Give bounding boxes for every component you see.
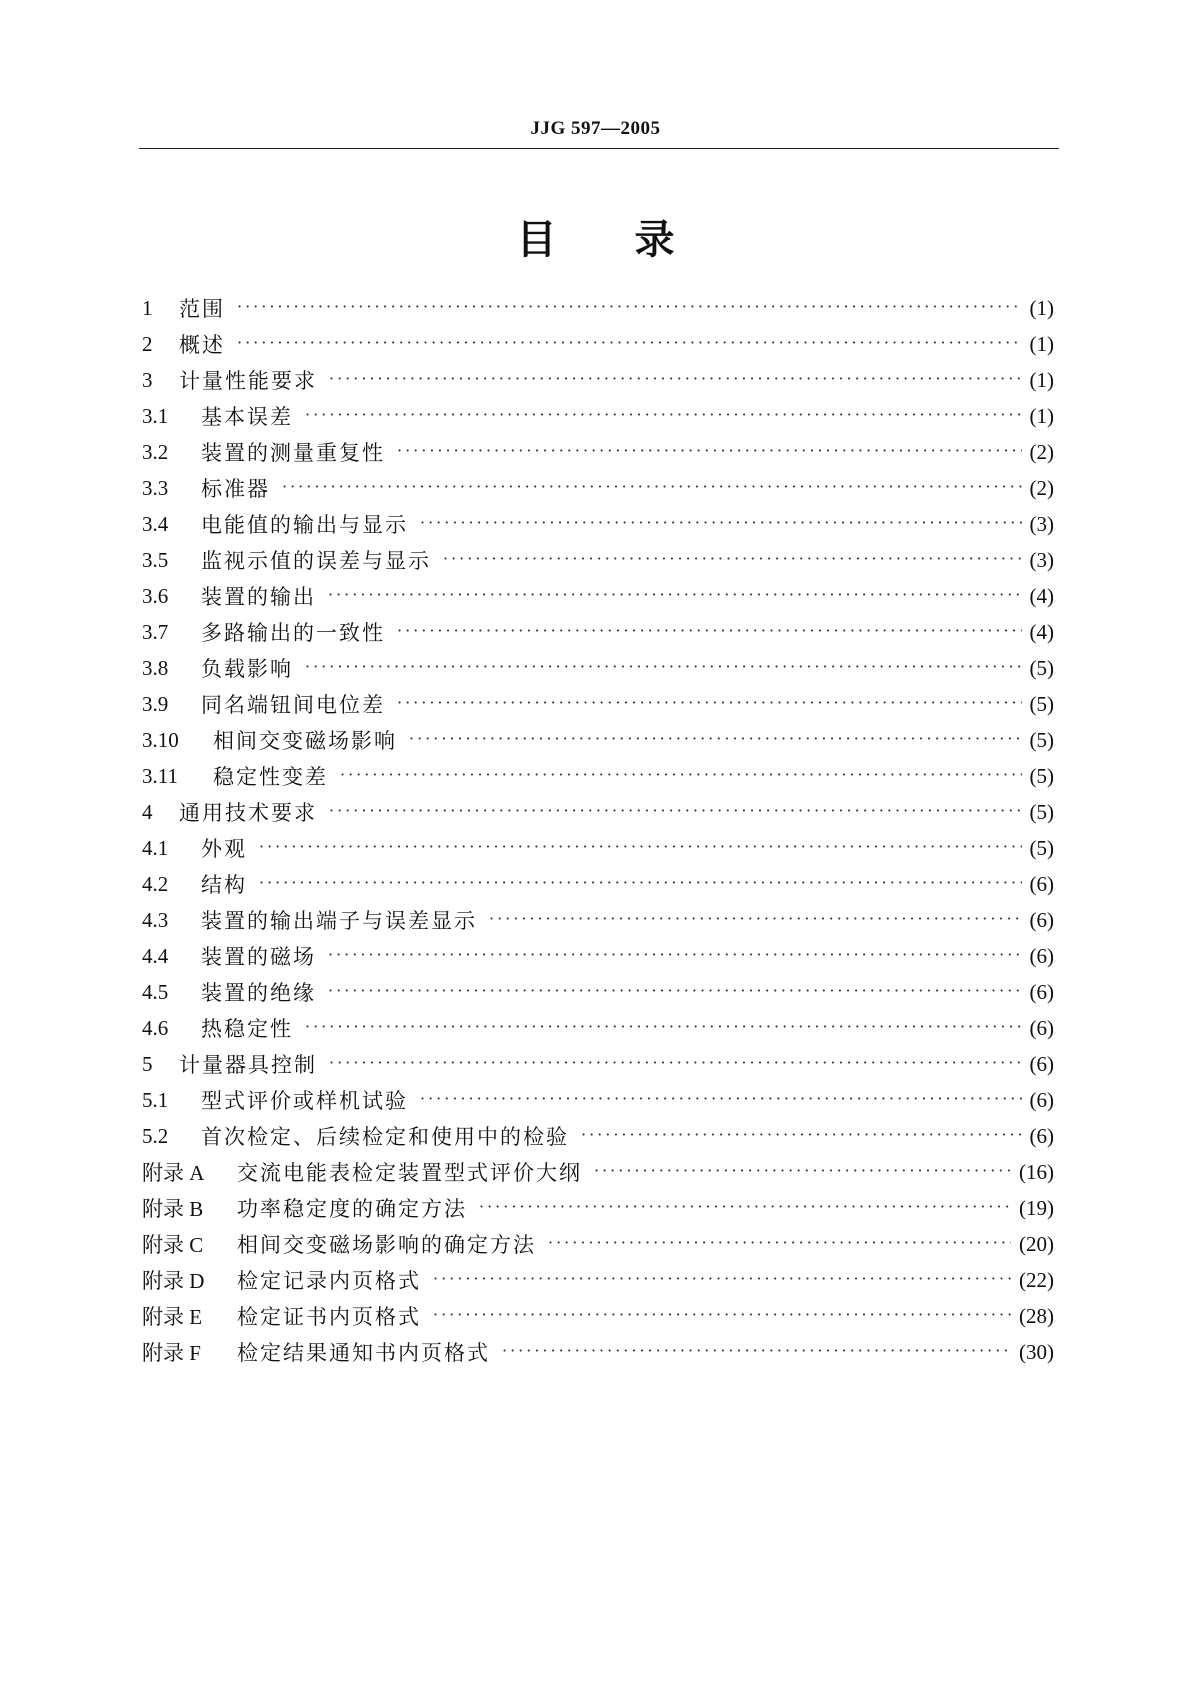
toc-entry[interactable] — [142, 290, 1054, 326]
toc-entry-number: 3.5 — [142, 547, 169, 572]
toc-entry-number: 4.1 — [142, 835, 169, 860]
toc-entry-title: 装置的输出 — [201, 585, 316, 609]
toc-entry-number: 3 — [142, 367, 153, 392]
toc-entry-page: (2) — [1029, 475, 1054, 500]
toc-entry[interactable] — [142, 1226, 1054, 1262]
toc-entry-title: 结构 — [201, 873, 247, 897]
toc-entry-page: (5) — [1029, 763, 1054, 788]
toc-entry-title: 范围 — [179, 297, 225, 321]
toc-entry-page: (6) — [1029, 1015, 1054, 1040]
toc-entry-number: 4.5 — [142, 979, 169, 1004]
toc-entry[interactable] — [142, 974, 1054, 1010]
dot-leader — [237, 297, 1022, 316]
toc-entry-title: 通用技术要求 — [179, 801, 317, 825]
toc-entry-number: 5.1 — [142, 1087, 169, 1112]
dot-leader — [329, 1053, 1022, 1072]
dot-leader — [305, 405, 1022, 424]
toc-entry-number: 附录 F — [142, 1341, 201, 1365]
standard-code: JJG 597—2005 — [530, 118, 661, 139]
toc-entry-title: 基本误差 — [201, 405, 293, 429]
toc-entry-number: 3.7 — [142, 619, 169, 644]
toc-entry[interactable] — [142, 542, 1054, 578]
dot-leader — [340, 765, 1022, 784]
toc-entry[interactable] — [142, 398, 1054, 434]
toc-entry-title: 相间交变磁场影响的确定方法 — [237, 1233, 536, 1257]
toc-entry-title: 装置的绝缘 — [201, 981, 316, 1005]
toc-entry-page: (1) — [1029, 331, 1054, 356]
toc-entry-number: 1 — [142, 295, 153, 320]
dot-leader — [329, 369, 1022, 388]
toc-entry[interactable] — [142, 614, 1054, 650]
toc-entry-number: 附录 C — [142, 1233, 204, 1257]
toc-entry-number: 4.3 — [142, 907, 169, 932]
toc-entry-title: 检定证书内页格式 — [237, 1305, 421, 1329]
toc-entry[interactable] — [142, 1118, 1054, 1154]
toc-entry[interactable] — [142, 1190, 1054, 1226]
dot-leader — [548, 1233, 1011, 1252]
toc-entry-title: 稳定性变差 — [213, 765, 328, 789]
toc-entry-title: 型式评价或样机试验 — [201, 1089, 408, 1113]
toc-entry-title: 交流电能表检定装置型式评价大纲 — [237, 1161, 582, 1185]
dot-leader — [259, 873, 1022, 892]
toc-entry-page: (6) — [1029, 871, 1054, 896]
toc-entry-page: (2) — [1029, 439, 1054, 464]
toc-entry-number: 3.2 — [142, 439, 169, 464]
toc-entry-number: 3.3 — [142, 475, 169, 500]
toc-entry[interactable] — [142, 1154, 1054, 1190]
toc-entry-page: (4) — [1029, 619, 1054, 644]
dot-leader — [433, 1269, 1011, 1288]
table-of-contents — [142, 290, 1054, 1370]
toc-entry-page: (5) — [1029, 835, 1054, 860]
toc-entry-page: (6) — [1029, 1123, 1054, 1148]
toc-entry-number: 3.11 — [142, 763, 178, 788]
dot-leader — [328, 585, 1022, 604]
toc-entry-number: 3.8 — [142, 655, 169, 680]
toc-entry[interactable] — [142, 362, 1054, 398]
dot-leader — [420, 513, 1022, 532]
dot-leader — [433, 1305, 1011, 1324]
toc-entry-number: 5.2 — [142, 1123, 169, 1148]
toc-entry-page: (4) — [1029, 583, 1054, 608]
dot-leader — [397, 621, 1022, 640]
toc-entry-title: 装置的磁场 — [201, 945, 316, 969]
toc-entry-title: 多路输出的一致性 — [201, 621, 385, 645]
toc-entry-number: 3.4 — [142, 511, 169, 536]
toc-entry[interactable] — [142, 1262, 1054, 1298]
toc-entry[interactable] — [142, 938, 1054, 974]
toc-title — [0, 208, 1191, 265]
toc-entry-page: (6) — [1029, 979, 1054, 1004]
toc-entry[interactable] — [142, 1010, 1054, 1046]
toc-entry-title: 外观 — [201, 837, 247, 861]
toc-entry-page: (6) — [1029, 943, 1054, 968]
toc-entry-title: 电能值的输出与显示 — [201, 513, 408, 537]
toc-entry[interactable] — [142, 506, 1054, 542]
dot-leader — [489, 909, 1022, 928]
toc-entry[interactable] — [142, 1334, 1054, 1370]
toc-entry-number: 4.6 — [142, 1015, 169, 1040]
toc-entry[interactable] — [142, 470, 1054, 506]
toc-entry[interactable] — [142, 1298, 1054, 1334]
toc-entry-title: 概述 — [179, 333, 225, 357]
toc-entry[interactable] — [142, 326, 1054, 362]
toc-entry-page: (3) — [1029, 511, 1054, 536]
toc-entry-page: (5) — [1029, 691, 1054, 716]
toc-entry-title: 检定结果通知书内页格式 — [237, 1341, 490, 1365]
toc-entry[interactable] — [142, 1046, 1054, 1082]
dot-leader — [594, 1161, 1011, 1180]
toc-entry-page: (16) — [1019, 1159, 1054, 1184]
dot-leader — [502, 1341, 1011, 1360]
toc-entry-number: 4 — [142, 799, 153, 824]
toc-entry-title: 相间交变磁场影响 — [213, 729, 397, 753]
toc-entry-page: (6) — [1029, 907, 1054, 932]
dot-leader — [305, 1017, 1022, 1036]
toc-title-char-1: 目 — [516, 217, 557, 263]
dot-leader — [305, 657, 1022, 676]
toc-entry-title: 负载影响 — [201, 657, 293, 681]
toc-entry-number: 5 — [142, 1051, 153, 1076]
dot-leader — [282, 477, 1022, 496]
toc-entry-title: 热稳定性 — [201, 1017, 293, 1041]
dot-leader — [420, 1089, 1022, 1108]
toc-entry[interactable] — [142, 902, 1054, 938]
toc-entry-number: 3.9 — [142, 691, 169, 716]
toc-entry-page: (6) — [1029, 1051, 1054, 1076]
toc-entry-page: (19) — [1019, 1195, 1054, 1220]
toc-entry-page: (3) — [1029, 547, 1054, 572]
toc-entry-title: 功率稳定度的确定方法 — [237, 1197, 467, 1221]
toc-entry-title: 同名端钮间电位差 — [201, 693, 385, 717]
toc-entry[interactable] — [142, 830, 1054, 866]
toc-entry[interactable] — [142, 650, 1054, 686]
toc-entry-title: 装置的输出端子与误差显示 — [201, 909, 477, 933]
toc-entry-page: (5) — [1029, 727, 1054, 752]
dot-leader — [479, 1197, 1011, 1216]
dot-leader — [328, 945, 1022, 964]
toc-entry[interactable] — [142, 1082, 1054, 1118]
toc-entry-number: 附录 B — [142, 1197, 204, 1221]
toc-entry[interactable] — [142, 578, 1054, 614]
toc-entry-number: 附录 A — [142, 1161, 205, 1185]
dot-leader — [397, 441, 1022, 460]
toc-title-char-2: 录 — [634, 217, 675, 263]
dot-leader — [581, 1125, 1022, 1144]
toc-entry-page: (22) — [1019, 1267, 1054, 1292]
toc-entry-page: (5) — [1029, 655, 1054, 680]
toc-entry-number: 附录 D — [142, 1269, 205, 1293]
toc-entry-title: 计量性能要求 — [179, 369, 317, 393]
toc-entry-page: (5) — [1029, 799, 1054, 824]
dot-leader — [259, 837, 1022, 856]
dot-leader — [443, 549, 1022, 568]
toc-entry-number: 3.10 — [142, 727, 179, 752]
toc-entry-page: (1) — [1029, 295, 1054, 320]
toc-entry-title: 计量器具控制 — [179, 1053, 317, 1077]
toc-entry[interactable] — [142, 758, 1054, 794]
toc-entry-number: 附录 E — [142, 1305, 203, 1329]
toc-entry-title: 标准器 — [201, 477, 270, 501]
toc-entry-page: (1) — [1029, 403, 1054, 428]
toc-entry-page: (30) — [1019, 1339, 1054, 1364]
toc-entry-page: (1) — [1029, 367, 1054, 392]
toc-entry-number: 4.2 — [142, 871, 169, 896]
toc-entry-number: 3.1 — [142, 403, 169, 428]
toc-entry-title: 装置的测量重复性 — [201, 441, 385, 465]
dot-leader — [329, 801, 1022, 820]
toc-entry[interactable] — [142, 794, 1054, 830]
toc-entry[interactable] — [142, 866, 1054, 902]
toc-entry-title: 检定记录内页格式 — [237, 1269, 421, 1293]
toc-entry-number: 4.4 — [142, 943, 169, 968]
toc-entry[interactable] — [142, 434, 1054, 470]
toc-entry-title: 监视示值的误差与显示 — [201, 549, 431, 573]
toc-entry-page: (20) — [1019, 1231, 1054, 1256]
header-divider — [139, 148, 1059, 149]
toc-entry[interactable] — [142, 722, 1054, 758]
toc-entry[interactable] — [142, 686, 1054, 722]
toc-entry-page: (6) — [1029, 1087, 1054, 1112]
dot-leader — [237, 333, 1022, 352]
toc-entry-title: 首次检定、后续检定和使用中的检验 — [201, 1125, 569, 1149]
toc-entry-page: (28) — [1019, 1303, 1054, 1328]
toc-entry-number: 2 — [142, 331, 153, 356]
dot-leader — [328, 981, 1022, 1000]
dot-leader — [397, 693, 1022, 712]
dot-leader — [409, 729, 1022, 748]
toc-entry-number: 3.6 — [142, 583, 169, 608]
